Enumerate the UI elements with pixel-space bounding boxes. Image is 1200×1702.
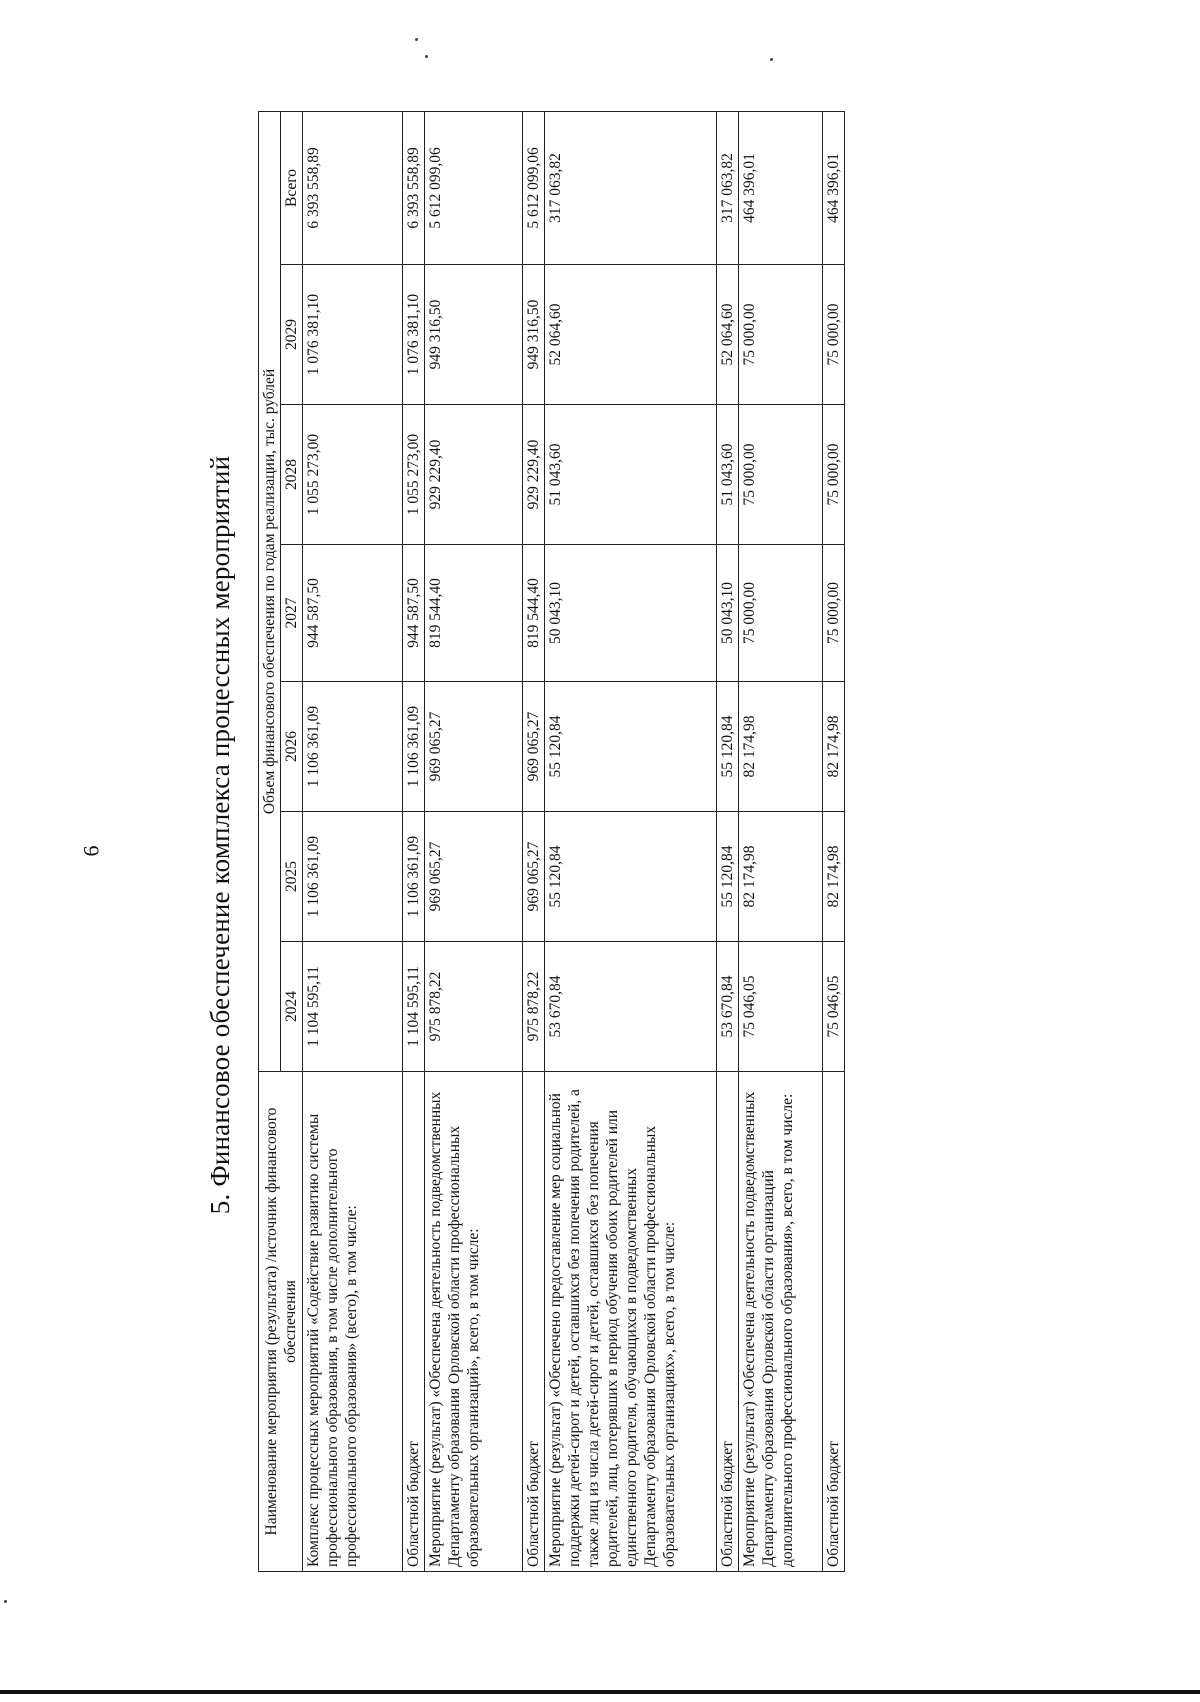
total-header: Всего — [281, 111, 303, 264]
cell-value: 819 544,40 — [425, 545, 523, 682]
cell-value: 51 043,60 — [545, 405, 717, 545]
volume-header: Объем финансового обеспечения по годам реализации, тыс. рублей — [259, 111, 281, 1071]
scan-speck — [4, 1600, 7, 1603]
cell-value: 55 120,84 — [717, 682, 739, 812]
table-row — [303, 111, 403, 1571]
cell-value: 1 104 595,11 — [303, 942, 403, 1072]
cell-value: 82 174,98 — [823, 812, 845, 942]
cell-value: 6 393 558,89 — [403, 111, 425, 264]
cell-value: 53 670,84 — [545, 942, 717, 1072]
cell-value: 929 229,40 — [425, 405, 523, 545]
cell-value: 317 063,82 — [717, 111, 739, 264]
cell-value: 975 878,22 — [425, 942, 523, 1072]
row-name: Мероприятие (результат) «Обеспечено предоставление мер социальной поддержки детей-сирот и детей, оставшихся без попечения родителей, а также лиц из числа детей-сирот и детей, оставшихся без попечения родителей, лиц, потерявших в период обучения обоих родителей или единственного родителя, обучающихся в подведомственных Департаменту образования Орловской области профессиональных образовательных организациях», всего, в том числе: — [545, 1072, 717, 1572]
cell-value: 50 043,10 — [717, 545, 739, 682]
cell-value: 969 065,27 — [523, 812, 545, 942]
page-number: 6 — [78, 845, 104, 857]
cell-value: 944 587,50 — [303, 545, 403, 682]
cell-value: 929 229,40 — [523, 405, 545, 545]
financing-table — [258, 111, 845, 1572]
table-row — [425, 111, 523, 1571]
cell-value: 317 063,82 — [545, 111, 717, 264]
cell-value: 75 046,05 — [823, 942, 845, 1072]
cell-value: 464 396,01 — [823, 111, 845, 264]
cell-value: 75 000,00 — [739, 545, 823, 682]
cell-value: 75 046,05 — [739, 942, 823, 1072]
cell-value: 75 000,00 — [823, 545, 845, 682]
cell-value: 1 106 361,09 — [303, 812, 403, 942]
cell-value: 75 000,00 — [823, 265, 845, 405]
cell-value: 1 106 361,09 — [403, 812, 425, 942]
cell-value: 75 000,00 — [823, 405, 845, 545]
cell-value: 55 120,84 — [545, 812, 717, 942]
year-header: 2026 — [281, 682, 303, 812]
table-row — [823, 111, 845, 1571]
cell-value: 949 316,50 — [523, 265, 545, 405]
year-header: 2027 — [281, 545, 303, 682]
cell-value: 1 076 381,10 — [403, 265, 425, 405]
cell-value: 55 120,84 — [717, 812, 739, 942]
cell-value: 464 396,01 — [739, 111, 823, 264]
cell-value: 5 612 099,06 — [523, 111, 545, 264]
scan-speck — [415, 38, 418, 41]
table-row — [739, 111, 823, 1571]
cell-value: 944 587,50 — [403, 545, 425, 682]
cell-value: 1 076 381,10 — [303, 265, 403, 405]
year-header: 2029 — [281, 265, 303, 405]
name-column-header: Наименование мероприятия (результата) /источник финансового обеспечения — [259, 1072, 303, 1572]
cell-value: 75 000,00 — [739, 405, 823, 545]
document-title: 5. Финансовое обеспечение комплекса процессных мероприятий — [205, 455, 235, 1215]
cell-value: 969 065,27 — [523, 682, 545, 812]
row-name: Областной бюджет — [523, 1072, 545, 1572]
cell-value: 1 106 361,09 — [403, 682, 425, 812]
table-row — [403, 111, 425, 1571]
row-name: Мероприятие (результат) «Обеспечена деятельность подведомственных Департаменту образования Орловской области организаций дополнительного профессионального образования», всего, в том числе: — [739, 1072, 823, 1572]
row-name: Мероприятие (результат) «Обеспечена деятельность подведомственных Департаменту образования Орловской области профессиональных образовательных организаций», всего, в том числе: — [425, 1072, 523, 1572]
cell-value: 969 065,27 — [425, 812, 523, 942]
table-row — [717, 111, 739, 1571]
cell-value: 1 104 595,11 — [403, 942, 425, 1072]
table-row — [523, 111, 545, 1571]
cell-value: 5 612 099,06 — [425, 111, 523, 264]
row-name: Областной бюджет — [717, 1072, 739, 1572]
cell-value: 1 055 273,00 — [303, 405, 403, 545]
cell-value: 52 064,60 — [717, 265, 739, 405]
cell-value: 82 174,98 — [739, 812, 823, 942]
cell-value: 51 043,60 — [717, 405, 739, 545]
row-name: Комплекс процессных мероприятий «Содействие развитию системы профессионального образования, в том числе дополнительного профессионального образования» (всего), в том числе: — [303, 1072, 403, 1572]
cell-value: 949 316,50 — [425, 265, 523, 405]
cell-value: 819 544,40 — [523, 545, 545, 682]
cell-value: 82 174,98 — [823, 682, 845, 812]
cell-value: 1 106 361,09 — [303, 682, 403, 812]
table-row — [545, 111, 717, 1571]
row-name: Областной бюджет — [403, 1072, 425, 1572]
rotated-page-content — [200, 70, 1100, 1600]
cell-value: 53 670,84 — [717, 942, 739, 1072]
year-header: 2024 — [281, 942, 303, 1072]
cell-value: 969 065,27 — [425, 682, 523, 812]
cell-value: 50 043,10 — [545, 545, 717, 682]
year-header: 2028 — [281, 405, 303, 545]
row-name: Областной бюджет — [823, 1072, 845, 1572]
cell-value: 75 000,00 — [739, 265, 823, 405]
cell-value: 975 878,22 — [523, 942, 545, 1072]
cell-value: 52 064,60 — [545, 265, 717, 405]
cell-value: 55 120,84 — [545, 682, 717, 812]
cell-value: 1 055 273,00 — [403, 405, 425, 545]
cell-value: 6 393 558,89 — [303, 111, 403, 264]
scan-bottom-edge — [0, 1690, 1200, 1694]
scan-speck — [425, 55, 428, 58]
cell-value: 82 174,98 — [739, 682, 823, 812]
scan-speck — [770, 58, 773, 61]
year-header: 2025 — [281, 812, 303, 942]
